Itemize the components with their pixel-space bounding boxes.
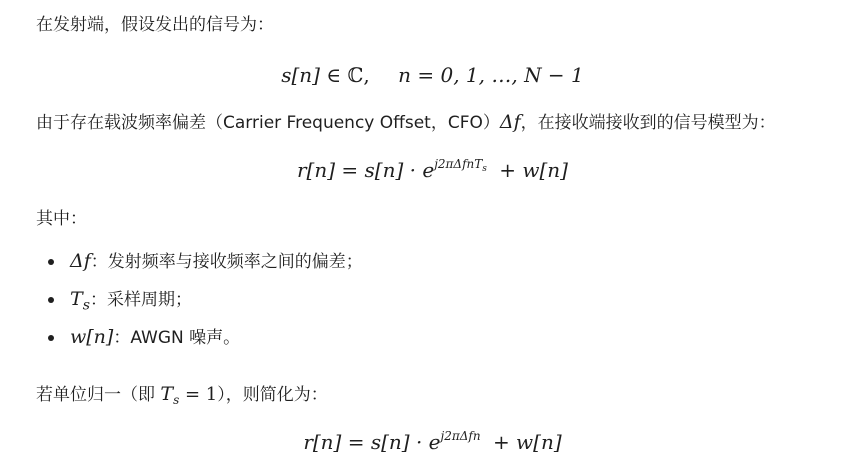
eq1-in-set: ∈ ℂ, — [326, 63, 370, 87]
equation-simplified — [0, 428, 865, 459]
eq2-lhs: r[n] = s[n] · e — [297, 158, 435, 182]
bullet-symbol: Δf — [70, 250, 91, 272]
list-item — [36, 325, 363, 349]
normalize-math-sub: s — [173, 393, 180, 407]
normalize-math-eq: = 1 — [179, 384, 218, 405]
eq1-range: n = 0, 1, …, N − 1 — [398, 63, 584, 87]
list-item — [36, 287, 363, 314]
where-label: 其中： — [36, 209, 87, 229]
eq3-exponent: j2πΔfn — [440, 429, 481, 443]
bullet-symbol-sub: s — [82, 297, 90, 314]
definition-list — [36, 249, 363, 349]
cfo-paragraph — [36, 110, 776, 135]
eq3-rhs: + w[n] — [492, 430, 562, 454]
bullet-text: ：采样周期； — [89, 290, 192, 310]
bullet-dot — [48, 297, 54, 303]
eq2-rhs: + w[n] — [499, 158, 568, 182]
bullet-text: ：AWGN 噪声。 — [113, 328, 241, 348]
list-item — [36, 249, 363, 273]
normalize-math-T: T — [160, 383, 174, 405]
bullet-dot — [48, 335, 54, 341]
normalize-text-after: ），则简化为： — [217, 385, 328, 405]
equation-received-signal — [0, 156, 865, 189]
bullet-symbol: w[n] — [70, 326, 114, 348]
bullet-dot — [48, 259, 54, 265]
intro-text: 在发射端，假设发出的信号为： — [36, 15, 274, 35]
eq1-s-n: s[n] — [281, 63, 320, 87]
bullet-text: ：发射频率与接收频率之间的偏差； — [90, 252, 363, 272]
bullet-symbol: T — [70, 288, 83, 310]
eq2-exponent-sub: s — [482, 164, 487, 174]
normalize-text-before: 若单位归一（即 — [36, 385, 161, 405]
eq2-exponent: j2πΔfnTs — [434, 157, 487, 174]
eq3-lhs: r[n] = s[n] · e — [303, 430, 441, 454]
cfo-text-before: 由于存在载波频率偏差（Carrier Frequency Offset，CFO） — [36, 113, 500, 133]
normalize-paragraph — [36, 382, 328, 408]
cfo-text-after: ，在接收端接收到的信号模型为： — [520, 113, 776, 133]
cfo-delta-f: Δf — [499, 111, 521, 133]
equation-signal-definition — [0, 61, 865, 89]
